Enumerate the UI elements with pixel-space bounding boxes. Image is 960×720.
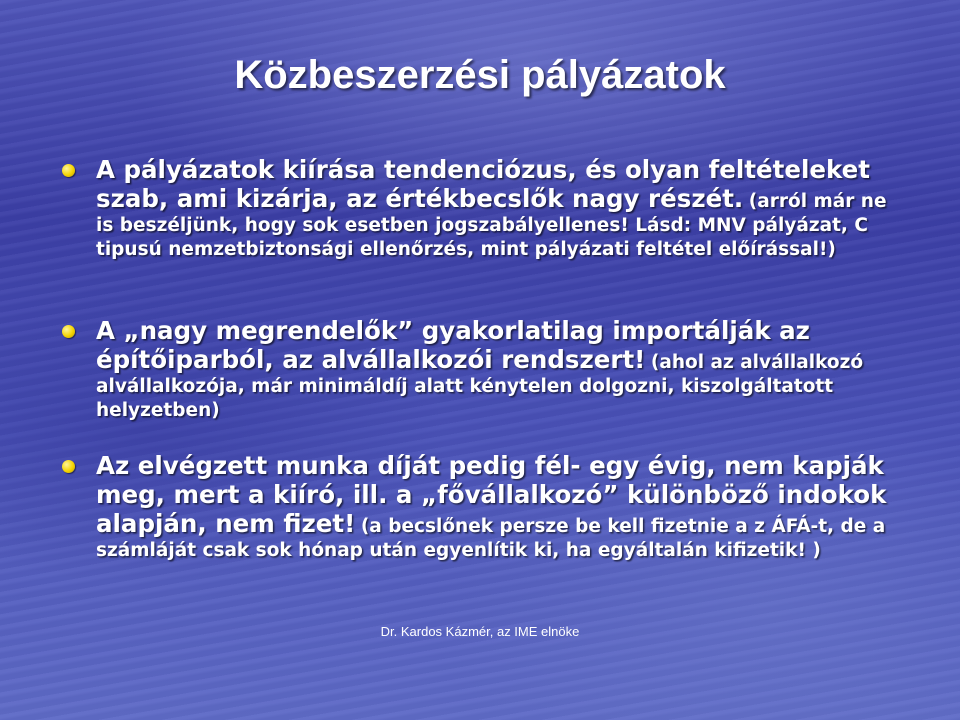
slide-title: Közbeszerzési pályázatok bbox=[234, 53, 726, 97]
bullet-item bbox=[96, 155, 896, 262]
bullet-main-text: A pályázatok kiírása tendenciózus, és olyan feltételeket szab, ami kizárja, az értékbecslők nagy részét. bbox=[96, 155, 870, 213]
bullet-dot-icon bbox=[62, 460, 75, 473]
bullet-main-text: A „nagy megrendelők” gyakorlatilag importálják az építőiparból, az alvállalkozói rendszert! bbox=[96, 316, 810, 374]
bullet-note-text: (arról már ne is beszéljünk, hogy sok esetben jogszabályellenes! Lásd: MNV pályázat, C tipusú nemzetbiztonsági ellenőrzés, mint pályázati feltétel előírással!) bbox=[96, 191, 887, 260]
bullet-note-text: (ahol az alvállalkozó alvállalkozója, már minimáldíj alatt kénytelen dolgozni, kiszolgáltatott helyzetben) bbox=[96, 352, 864, 421]
slide-footer: Dr. Kardos Kázmér, az IME elnöke bbox=[380, 624, 580, 639]
bullet-dot-icon bbox=[62, 164, 75, 177]
bullet-main-text: Az elvégzett munka díját pedig fél- egy évig, nem kapják meg, mert a kiíró, ill. a „fővállalkozó” különböző indokok alapján, nem fizet! bbox=[96, 451, 887, 538]
bullet-item bbox=[96, 451, 896, 563]
bullet-note-text: (a becslőnek persze be kell fizetnie a z ÁFÁ-t, de a számláját csak sok hónap után egyenlítik ki, ha egyáltalán kifizetik! ) bbox=[96, 516, 886, 561]
bullet-item bbox=[96, 316, 896, 423]
bullet-dot-icon bbox=[62, 325, 75, 338]
